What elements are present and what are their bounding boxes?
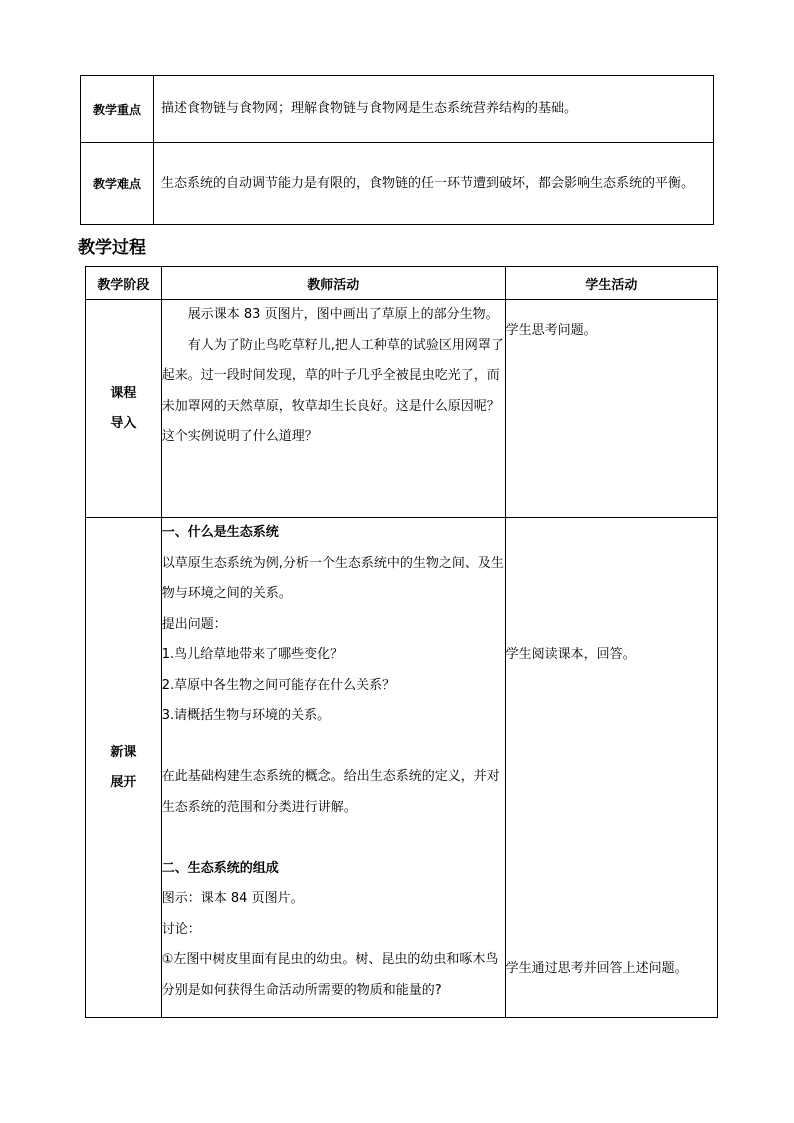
new-student-text-1: 学生阅读课本，回答。	[505, 647, 636, 662]
intro-teacher-p1: 展示课本 83 页图片，图中画出了草原上的部分生物。	[187, 307, 499, 322]
heading-what-is-ecosystem: 一、什么是生态系统	[161, 525, 279, 540]
intro-teacher-p2: 有人为了防止鸟吃草籽儿,把人工种草的试验区用网罩了起来。过一段时间发现，草的叶子几乎全被昆虫吃光了，而未加罩网的天然草原，牧草却生长良好。这是什么原因呢？这个实例说明了什么道理？	[161, 337, 504, 444]
header-row	[86, 267, 718, 300]
header-teacher: 教师活动	[161, 267, 505, 300]
intro-stage-cell	[86, 300, 162, 518]
new-stage-line1: 新课	[110, 744, 137, 760]
intro-row	[86, 300, 718, 518]
spacer	[162, 732, 505, 763]
difficulty-text: 生态系统的自动调节能力是有限的，食物链的任一环节遭到破坏，都会影响生态系统的平衡。	[154, 143, 714, 225]
key-point-text: 描述食物链与食物网；理解食物链与食物网是生态系统营养结构的基础。	[154, 76, 714, 143]
difficulty-label: 教学难点	[81, 143, 154, 225]
discussion-item-1: ①左图中树皮里面有昆虫的幼虫。树、昆虫的幼虫和啄木鸟分别是如何获得生命活动所需要的物质和能量的?	[161, 952, 499, 998]
header-stage: 教学阶段	[86, 267, 162, 300]
concept-text: 在此基础构建生态系统的概念。给出生态系统的定义，并对生态系统的范围和分类进行讲解。	[161, 769, 500, 815]
new-student-text-2: 学生通过思考并回答上述问题。	[505, 960, 688, 976]
new-lesson-row	[86, 518, 718, 1018]
intro-student-text: 学生思考问题。	[505, 323, 597, 338]
prompt-text: 提出问题：	[161, 616, 227, 632]
key-point-row	[81, 76, 714, 143]
question-1: 1.鸟儿给草地带来了哪些变化？	[161, 647, 344, 662]
difficulty-row	[81, 143, 714, 225]
header-student: 学生活动	[505, 267, 717, 300]
new-teacher-cell	[161, 518, 505, 1018]
question-3: 3.请概括生物与环境的关系。	[161, 708, 331, 723]
key-point-label: 教学重点	[81, 76, 154, 143]
section-title: 教学过程	[78, 238, 146, 258]
intro-stage-line1: 课程	[110, 385, 137, 401]
intro-stage-line2: 导入	[110, 415, 137, 431]
new-stage-cell	[86, 518, 162, 1018]
new-student-cell	[505, 518, 717, 1018]
heading-ecosystem-composition: 二、生态系统的组成	[161, 860, 279, 876]
process-table	[85, 266, 718, 1018]
question-2: 2.草原中各生物之间可能存在什么关系？	[161, 677, 396, 693]
spacer	[162, 823, 505, 854]
figure-text: 图示：课本 84 页图片。	[161, 891, 304, 906]
objectives-table	[80, 75, 714, 225]
discuss-label: 讨论：	[161, 921, 201, 937]
spacer	[506, 518, 717, 640]
intro-teacher-cell	[161, 300, 505, 518]
ecosystem-analysis-text: 以草原生态系统为例,分析一个生态系统中的生物之间、及生物与环境之间的关系。	[161, 555, 504, 601]
new-stage-line2: 展开	[110, 774, 137, 790]
spacer	[506, 671, 717, 954]
intro-student-cell	[505, 300, 717, 518]
